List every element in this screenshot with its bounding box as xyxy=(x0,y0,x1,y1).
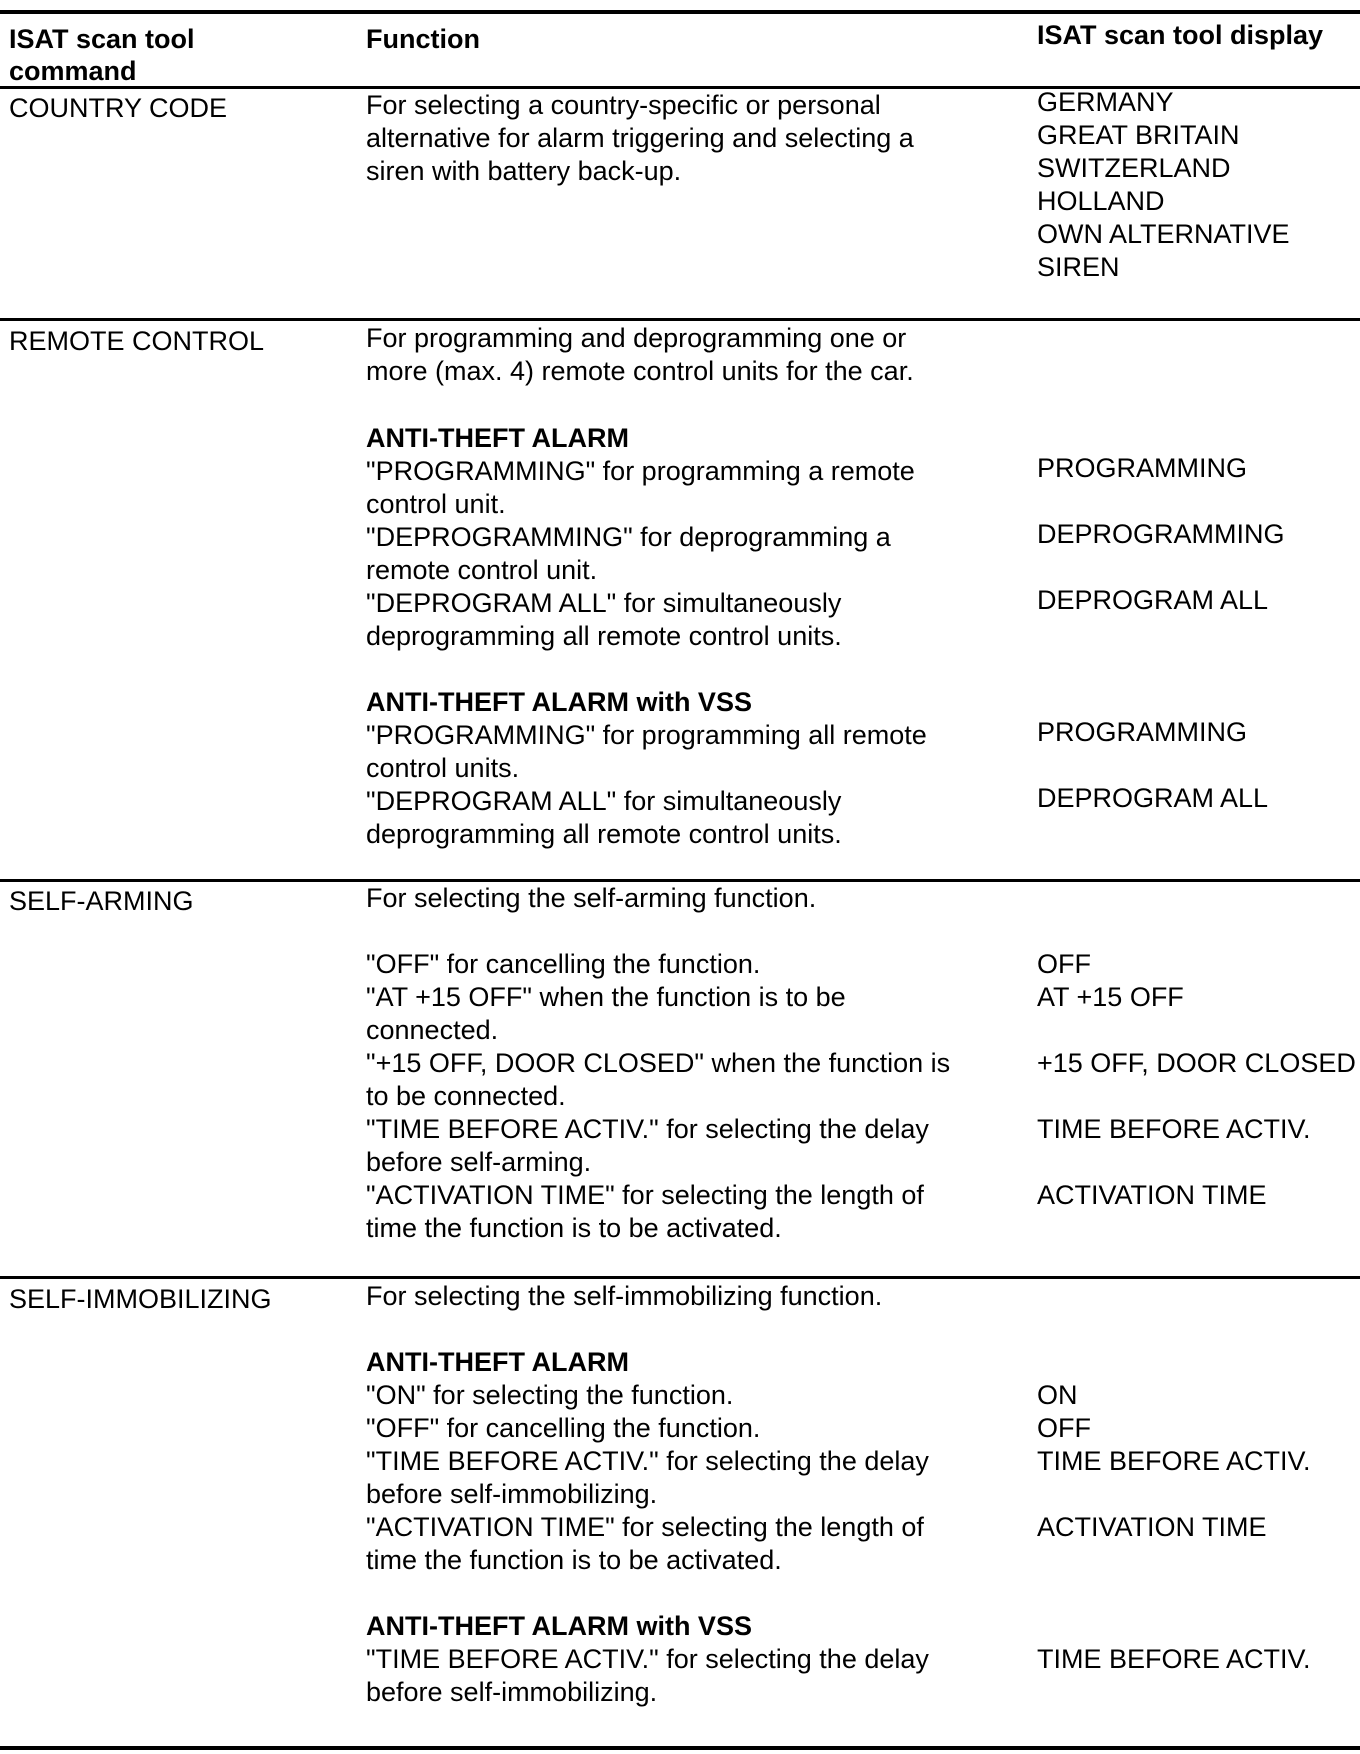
display-value: OFF xyxy=(1037,949,1091,979)
function-line: For programming and deprogramming one or xyxy=(366,323,907,353)
subheading-anti-theft-alarm-vss: ANTI-THEFT ALARM with VSS xyxy=(366,687,752,717)
function-line: to be connected. xyxy=(366,1081,566,1111)
function-line: before self-immobilizing. xyxy=(366,1677,658,1707)
subheading-anti-theft-alarm-vss: ANTI-THEFT ALARM with VSS xyxy=(366,1611,752,1641)
row-divider-1 xyxy=(0,318,1360,321)
display-value: SIREN xyxy=(1037,252,1120,282)
display-value: DEPROGRAM ALL xyxy=(1037,783,1269,813)
display-value: TIME BEFORE ACTIV. xyxy=(1037,1446,1311,1476)
header-command-line-2: command xyxy=(9,56,137,86)
display-value: HOLLAND xyxy=(1037,186,1165,216)
subheading-anti-theft-alarm: ANTI-THEFT ALARM xyxy=(366,423,629,453)
display-value: ON xyxy=(1037,1380,1078,1410)
function-line: "OFF" for cancelling the function. xyxy=(366,949,761,979)
header-display: ISAT scan tool display xyxy=(1037,20,1324,50)
function-line: siren with battery back-up. xyxy=(366,156,682,186)
function-line: connected. xyxy=(366,1015,499,1045)
subheading-anti-theft-alarm: ANTI-THEFT ALARM xyxy=(366,1347,629,1377)
display-value: PROGRAMMING xyxy=(1037,453,1248,483)
bottom-rule xyxy=(0,1746,1360,1750)
function-line: deprogramming all remote control units. xyxy=(366,621,842,651)
function-line: "TIME BEFORE ACTIV." for selecting the delay xyxy=(366,1644,929,1674)
command-self-arming: SELF-ARMING xyxy=(9,886,194,916)
command-remote-control: REMOTE CONTROL xyxy=(9,326,265,356)
display-value: ACTIVATION TIME xyxy=(1037,1180,1267,1210)
display-value: DEPROGRAMMING xyxy=(1037,519,1285,549)
function-line: time the function is to be activated. xyxy=(366,1213,782,1243)
function-line: before self-arming. xyxy=(366,1147,592,1177)
function-line: alternative for alarm triggering and selecting a xyxy=(366,123,914,153)
display-value: DEPROGRAM ALL xyxy=(1037,585,1269,615)
display-value: AT +15 OFF xyxy=(1037,982,1184,1012)
row-divider-3 xyxy=(0,1276,1360,1279)
display-value: +15 OFF, DOOR CLOSED xyxy=(1037,1048,1356,1078)
command-self-immobilizing: SELF-IMMOBILIZING xyxy=(9,1284,272,1314)
function-line: "DEPROGRAM ALL" for simultaneously xyxy=(366,588,842,618)
function-line: For selecting the self-arming function. xyxy=(366,883,817,913)
function-line: "OFF" for cancelling the function. xyxy=(366,1413,761,1443)
function-line: deprogramming all remote control units. xyxy=(366,819,842,849)
function-line: control unit. xyxy=(366,489,506,519)
function-line: "DEPROGRAMMING" for deprogramming a xyxy=(366,522,891,552)
function-line: remote control unit. xyxy=(366,555,598,585)
display-value: TIME BEFORE ACTIV. xyxy=(1037,1114,1311,1144)
display-value: GERMANY xyxy=(1037,87,1174,117)
function-line: "TIME BEFORE ACTIV." for selecting the delay xyxy=(366,1446,929,1476)
display-value: ACTIVATION TIME xyxy=(1037,1512,1267,1542)
function-line: control units. xyxy=(366,753,520,783)
function-line: "ON" for selecting the function. xyxy=(366,1380,734,1410)
function-line: "PROGRAMMING" for programming a remote xyxy=(366,456,915,486)
function-line: time the function is to be activated. xyxy=(366,1545,782,1575)
function-line: "AT +15 OFF" when the function is to be xyxy=(366,982,846,1012)
header-command-line-1: ISAT scan tool xyxy=(9,24,195,54)
function-line: "DEPROGRAM ALL" for simultaneously xyxy=(366,786,842,816)
display-value: TIME BEFORE ACTIV. xyxy=(1037,1644,1311,1674)
function-line: For selecting a country-specific or personal xyxy=(366,90,881,120)
display-value: PROGRAMMING xyxy=(1037,717,1248,747)
function-line: "ACTIVATION TIME" for selecting the length of xyxy=(366,1512,924,1542)
command-country-code: COUNTRY CODE xyxy=(9,93,228,123)
display-value: GREAT BRITAIN xyxy=(1037,120,1240,150)
header-function: Function xyxy=(366,24,480,54)
function-line: "PROGRAMMING" for programming all remote xyxy=(366,720,927,750)
display-value: OFF xyxy=(1037,1413,1091,1443)
function-line: "+15 OFF, DOOR CLOSED" when the function is xyxy=(366,1048,951,1078)
display-value: SWITZERLAND xyxy=(1037,153,1231,183)
display-value: OWN ALTERNATIVE xyxy=(1037,219,1290,249)
function-line: "TIME BEFORE ACTIV." for selecting the delay xyxy=(366,1114,929,1144)
function-line: before self-immobilizing. xyxy=(366,1479,658,1509)
function-line: more (max. 4) remote control units for the car. xyxy=(366,356,914,386)
top-rule xyxy=(0,10,1360,14)
function-line: "ACTIVATION TIME" for selecting the length of xyxy=(366,1180,924,1210)
function-line: For selecting the self-immobilizing function. xyxy=(366,1281,883,1311)
